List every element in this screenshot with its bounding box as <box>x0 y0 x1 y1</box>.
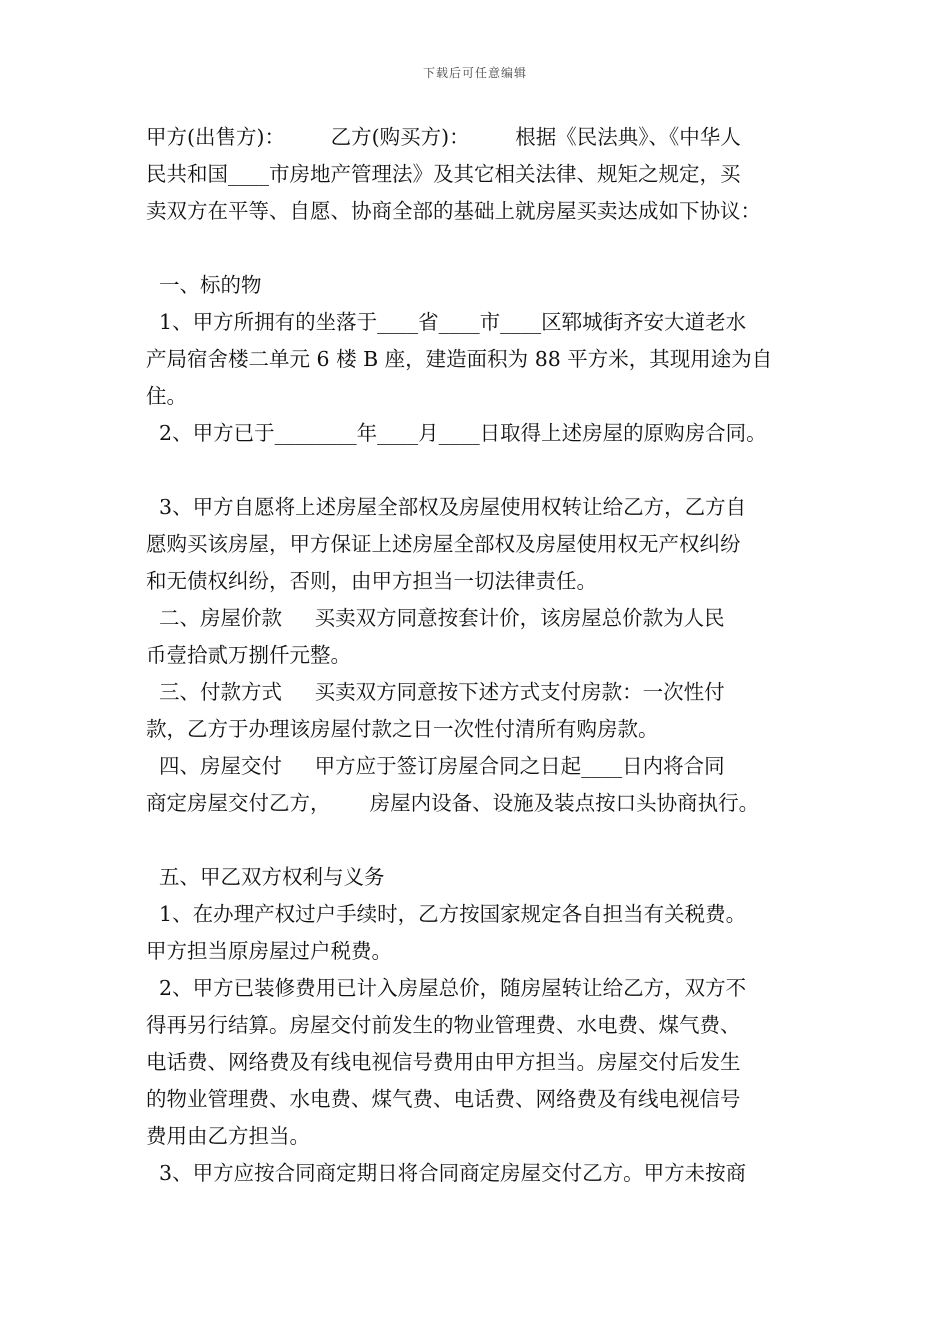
text-line: 商定房屋交付乙方， 房屋内设备、设施及装点按口头协商执行。 <box>146 791 760 815</box>
text-line: 卖双方在平等、自愿、协商全部的基础上就房屋买卖达成如下协议： <box>146 199 761 223</box>
text-line: 住。 <box>146 384 187 408</box>
section-heading: 二、房屋价款 买卖双方同意按套计价，该房屋总价款为人民 <box>146 606 725 630</box>
contract-body <box>146 119 822 1192</box>
text-line: 甲方担当原房屋过户税费。 <box>146 939 392 963</box>
text-line: 1、甲方所拥有的坐落于____省____市____区郓城街齐安大道老水 <box>146 310 747 334</box>
text-line: 款，乙方于办理该房屋付款之日一次性付清所有购房款。 <box>146 717 659 741</box>
paragraph-gap <box>146 230 822 267</box>
text-line: 3、甲方自愿将上述房屋全部权及房屋使用权转让给乙方，乙方自 <box>146 495 747 519</box>
text-line: 和无债权纠纷，否则，由甲方担当一切法律责任。 <box>146 569 597 593</box>
text-line: 愿购买该房屋，甲方保证上述房屋全部权及房屋使用权无产权纠纷 <box>146 532 741 556</box>
text-line: 费用由乙方担当。 <box>146 1124 310 1148</box>
section-heading: 四、房屋交付 甲方应于签订房屋合同之日起____日内将合同 <box>146 754 725 778</box>
text-line: 产局宿舍楼二单元 6 楼 B 座，建造面积为 88 平方米，其现用途为自 <box>146 347 773 371</box>
section-heading: 五、甲乙双方权利与义务 <box>146 865 385 889</box>
text-line: 得再另行结算。房屋交付前发生的物业管理费、水电费、煤气费、 <box>146 1013 741 1037</box>
text-line: 2、甲方已装修费用已计入房屋总价，随房屋转让给乙方，双方不 <box>146 976 747 1000</box>
page-header: 下载后可任意编辑 <box>422 66 527 80</box>
text-line: 民共和国____市房地产管理法》及其它相关法律、规矩之规定，买 <box>146 162 741 186</box>
paragraph-gap <box>146 822 822 859</box>
text-line: 2、甲方已于________年____月____日取得上述房屋的原购房合同。 <box>146 421 767 445</box>
text-line: 币壹拾贰万捌仟元整。 <box>146 643 351 667</box>
paragraph-gap <box>146 452 822 489</box>
text-line: 甲方(出售方)： 乙方(购买方)： 根据《民法典》、《中华人 <box>146 125 741 149</box>
text-line: 1、在办理产权过户手续时，乙方按国家规定各自担当有关税费。 <box>146 902 747 926</box>
text-line: 电话费、网络费及有线电视信号费用由甲方担当。房屋交付后发生 <box>146 1050 741 1074</box>
section-heading: 三、付款方式 买卖双方同意按下述方式支付房款：一次性付 <box>146 680 725 704</box>
section-heading: 一、标的物 <box>146 273 262 297</box>
text-line: 的物业管理费、水电费、煤气费、电话费、网络费及有线电视信号 <box>146 1087 741 1111</box>
text-line: 3、甲方应按合同商定期日将合同商定房屋交付乙方。甲方未按商 <box>146 1161 747 1185</box>
